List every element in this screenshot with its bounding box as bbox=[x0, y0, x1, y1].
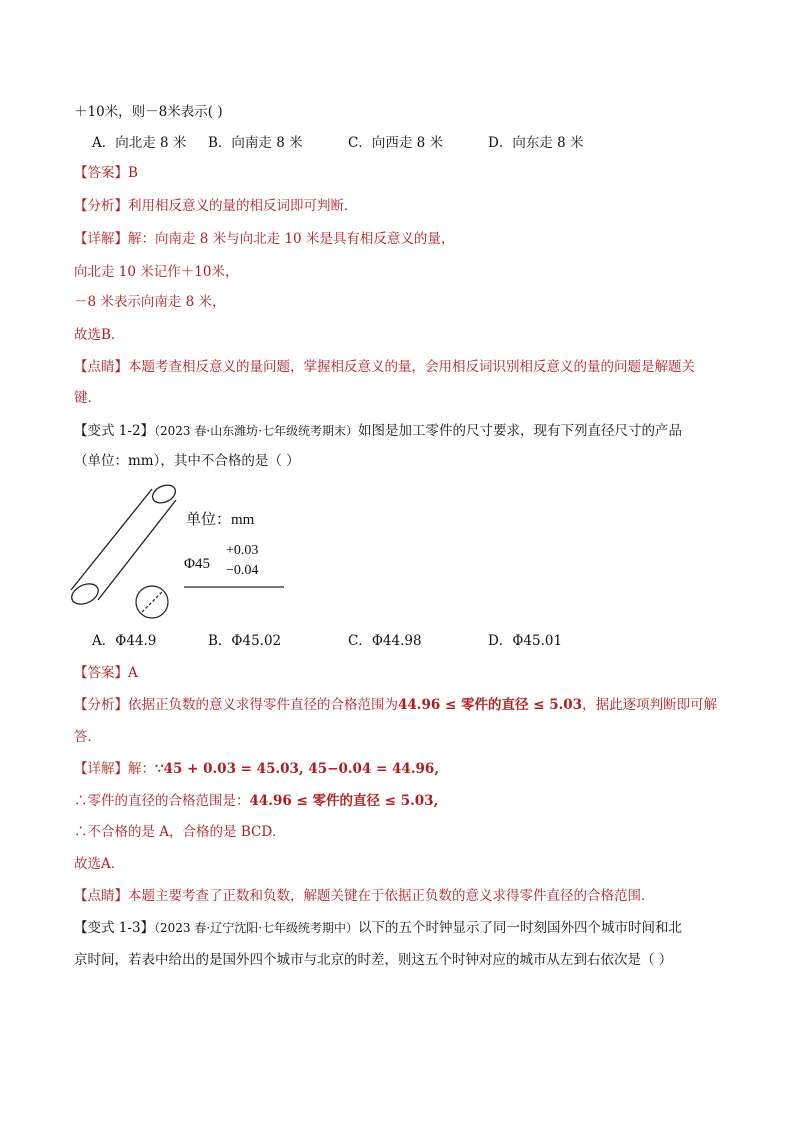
analysis-text: 利用相反意义的量的相反词即可判断． bbox=[128, 198, 358, 214]
analysis-range: 44.96 ≤ 零件的直径 ≤ 5.03 bbox=[398, 697, 583, 713]
q3-stem-1: 以下的五个时钟显示了同一时刻国外四个城市时间和北 bbox=[358, 920, 683, 936]
detail-l2-eq: 44.96 ≤ 零件的直径 ≤ 5.03, bbox=[249, 793, 439, 809]
analysis-tag: 【分析】 bbox=[74, 198, 128, 214]
q1-comment-2: 键． bbox=[74, 390, 101, 406]
q2-option-d: D．Φ45.01 bbox=[488, 633, 563, 649]
q1-option-c: C．向西走 8 米 bbox=[348, 135, 444, 151]
q2-stem bbox=[74, 421, 682, 441]
comment-tag: 【点睛】 bbox=[74, 888, 128, 904]
q1-detail-4: 故选B． bbox=[74, 327, 125, 343]
unit-label: 单位：mm bbox=[186, 512, 255, 528]
q1-option-a: A．向北走 8 米 bbox=[92, 135, 187, 151]
q1-stem-tail: ＋10米，则－8米表示( ) bbox=[74, 104, 223, 120]
base-dimension: Φ45 bbox=[184, 556, 210, 572]
detail-tag: 【详解】 bbox=[74, 761, 128, 777]
q3-source: （2023 春·辽宁沈阳·七年级统考期中） bbox=[154, 921, 359, 935]
q2-detail-4: 故选A． bbox=[74, 856, 125, 872]
cross-section-circle bbox=[136, 586, 168, 618]
q1-answer bbox=[74, 163, 138, 183]
q3-stem-2: 京时间，若表中给出的是国外四个城市与北京的时差，则这五个时钟对应的城市从左到右依次是（ ） bbox=[74, 952, 673, 968]
analysis-pre: 依据正负数的意义求得零件直径的合格范围为 bbox=[128, 697, 398, 713]
q1-analysis bbox=[74, 196, 358, 216]
analysis-tag: 【分析】 bbox=[74, 697, 128, 713]
q1-option-d: D．向东走 8 米 bbox=[488, 135, 584, 151]
q2-detail-2 bbox=[74, 791, 438, 811]
q2-detail-3: ∴不合格的是 A，合格的是 BCD． bbox=[74, 824, 286, 840]
answer-value: B bbox=[128, 165, 138, 181]
detail-text: 解：向南走 8 米与向北走 10 米是具有相反意义的量， bbox=[128, 231, 455, 247]
lower-tolerance: −0.04 bbox=[226, 563, 259, 578]
q2-analysis bbox=[74, 695, 717, 715]
q2-stem-1: 如图是加工零件的尺寸要求，现有下列直径尺寸的产品 bbox=[358, 423, 683, 439]
q2-stem-2: （单位：mm），其中不合格的是（ ） bbox=[74, 453, 300, 469]
q2-source: （2023 春·山东潍坊·七年级统考期末） bbox=[154, 424, 359, 438]
q2-tag: 【变式 1-2】 bbox=[74, 423, 155, 439]
q2-option-c: C．Φ44.98 bbox=[348, 633, 422, 649]
detail-tag: 【详解】 bbox=[74, 231, 128, 247]
answer-tag: 【答案】 bbox=[74, 665, 128, 681]
q2-option-b: B．Φ45.02 bbox=[208, 633, 282, 649]
q1-detail-2: 向北走 10 米记作＋10米， bbox=[74, 264, 239, 280]
detail-l2-pre: ∴零件的直径的合格范围是： bbox=[74, 793, 250, 809]
detail-equation: ∵45 + 0.03 = 45.03, 45−0.04 = 44.96, bbox=[155, 761, 440, 777]
q2-option-a: A．Φ44.9 bbox=[92, 633, 157, 649]
analysis-post: ，据此逐项判断即可解 bbox=[582, 697, 718, 713]
q2-answer bbox=[74, 663, 138, 683]
part-diagram bbox=[66, 476, 306, 626]
q1-comment bbox=[74, 357, 695, 377]
q3-stem bbox=[74, 918, 682, 938]
q1-option-b: B．向南走 8 米 bbox=[208, 135, 303, 151]
answer-value: A bbox=[128, 665, 138, 681]
comment-tag: 【点睛】 bbox=[74, 359, 128, 375]
q2-comment bbox=[74, 886, 655, 906]
q1-detail-1 bbox=[74, 229, 454, 249]
detail-pre: 解： bbox=[128, 761, 155, 777]
q2-detail-1 bbox=[74, 759, 439, 779]
comment-text: 本题主要考查了正数和负数，解题关键在于依据正负数的意义求得零件直径的合格范围． bbox=[128, 888, 655, 904]
q2-analysis-end: 答． bbox=[74, 729, 101, 745]
q3-tag: 【变式 1-3】 bbox=[74, 920, 155, 936]
comment-text: 本题考查相反意义的量问题，掌握相反意义的量，会用相反词识别相反意义的量的问题是解题关 bbox=[128, 359, 695, 375]
answer-tag: 【答案】 bbox=[74, 165, 128, 181]
q1-detail-3: －8 米表示向南走 8 米， bbox=[74, 294, 226, 310]
upper-tolerance: +0.03 bbox=[226, 543, 259, 558]
